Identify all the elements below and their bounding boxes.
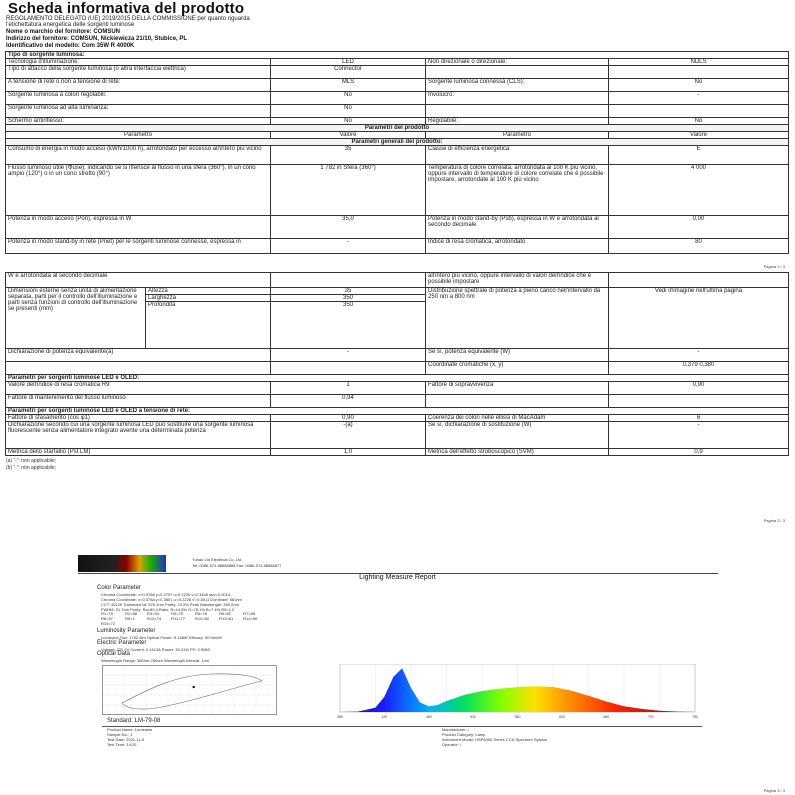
cell: R14=96 <box>243 616 258 621</box>
cell: Fattore di sopravvivenza <box>426 382 609 395</box>
table-row <box>6 288 789 295</box>
cell: Valore dell'indice di resa cromatica R9 <box>6 382 271 395</box>
cell <box>426 66 609 79</box>
cell: No <box>609 79 789 92</box>
color-line: Chroma Coordinate: x=0.3788 y=0.3797 u=0.2226 v=0.3346 duv=0.0014 <box>101 592 231 597</box>
meta-line: Test Time: 14:20 <box>107 742 137 747</box>
table-row <box>6 362 789 375</box>
table-row <box>6 216 789 239</box>
color-line: CCT: 4012K Dominant λd: 578.1nm Purity: 24.5% Peak Wavelength: 450.0nm <box>101 602 239 607</box>
meta-line: Instrument Model: HSP6000 Series CCD Spectrum System <box>442 737 548 742</box>
product-table-continued <box>5 272 789 456</box>
cell: R10=74 <box>147 616 162 621</box>
report-title: Lighting Measure Report <box>359 574 436 581</box>
cell: 4 000 <box>609 165 789 216</box>
page-number: Pagina 2 / 3 <box>763 518 785 523</box>
cell <box>609 395 789 408</box>
cell: 0,90 <box>609 382 789 395</box>
cell <box>243 621 267 626</box>
cell <box>609 66 789 79</box>
cell: W e arrotondata al secondo decimale <box>6 273 271 288</box>
cell: R1=79 <box>101 611 113 616</box>
cell: MLS <box>271 79 426 92</box>
product-table <box>5 51 789 254</box>
table-row <box>6 92 789 105</box>
regulation-line: REGOLAMENTO DELEGATO (UE) 2019/2015 DELLA COMMISSIONE per quanto riguarda <box>6 16 250 22</box>
table-row <box>6 273 789 288</box>
table-row <box>6 239 789 254</box>
optical-line: Wavelength Range: 380nm-780nm Wavelength Interval: 1nm <box>101 658 210 663</box>
table-row <box>6 59 789 66</box>
cell: No <box>271 105 426 118</box>
cell: Sorgente luminosa a colori regolabili: <box>6 92 271 105</box>
table-row <box>6 382 789 395</box>
cell: Coordinate cromatiche (x, y) <box>426 362 609 375</box>
table-row <box>6 66 789 79</box>
cell <box>125 621 147 626</box>
meta-line: Product Category: Lamp <box>442 732 486 737</box>
table-row <box>101 616 267 621</box>
cell: - <box>609 349 789 362</box>
tick-label: 730 <box>647 715 654 719</box>
cell: R9=1 <box>125 616 135 621</box>
table-row <box>6 415 789 422</box>
cell: No <box>609 118 789 125</box>
cell: Dichiarazione di potenza equivalente(a) <box>6 349 271 362</box>
cell: R13=81 <box>219 616 234 621</box>
cell: Dichiarazione secondo cui una sorgente luminosa LED può sostituire una sorgente luminosa fluorescente senza alimentatore integrato avente una determinata potenza <box>6 422 271 449</box>
cell <box>195 621 219 626</box>
cell: Fattore di sfasamento (cos φ1) <box>6 415 271 422</box>
cell: 1 <box>271 382 426 395</box>
column-header: Valore <box>609 132 789 139</box>
cell: R11=77 <box>171 616 185 621</box>
meta-line: Operator: / <box>442 742 462 747</box>
chromaticity-points <box>192 686 194 688</box>
page-3 <box>0 530 795 795</box>
cell: - <box>271 239 426 254</box>
cell: Flusso luminoso utile (Φuse), indicando se si riferisce al flusso in una sfera (360°), in un cono ampio (120°) o in un cono stretto (90°) <box>6 165 271 216</box>
table-header-row <box>6 132 789 139</box>
page-title: Scheda informativa del prodotto <box>8 0 245 17</box>
chromaticity-point <box>192 686 194 688</box>
cell: all'intero più vicino, oppure intervallo di valori dell'indice che è possibile impostare <box>426 273 609 288</box>
cell: 80 <box>609 239 789 254</box>
cell: R4=79 <box>171 611 184 616</box>
regulation-line-2: l'etichettatura energetica delle sorgenti luminose <box>6 22 135 28</box>
model-id: Identificativo del modello: Com 35W R 4000K <box>6 43 135 49</box>
led-params-header: Parametri per sorgenti luminose LED e OLED: <box>6 375 789 382</box>
spectral-distribution-value: Vedi immagine nell'ultima pagina <box>609 288 789 349</box>
cell: 0,379 0,380 <box>609 362 789 375</box>
cell: Metrica dell'effetto stroboscopico (SVM) <box>426 449 609 456</box>
x-ticks <box>337 715 698 719</box>
cell <box>609 273 789 288</box>
cell: Schermo antiriflesso: <box>6 118 271 125</box>
supplier-address: Indirizzo del fornitore: COMSUN, Nickiewicza 21/10, Stubice, PL <box>6 36 188 42</box>
product-params-header: Parametri del prodotto <box>6 125 789 132</box>
cell: R5=78 <box>194 611 207 616</box>
cell: Potenza in modo stand-by in rete (Pnet) per le sorgenti luminose connesse, espressa in <box>6 239 271 254</box>
column-header: Valore <box>271 132 426 139</box>
cell: Sorgente luminosa connessa (CLS): <box>426 79 609 92</box>
tick-label: 580 <box>514 715 521 719</box>
cell: Metrica dello sfarfallio (Pst LM) <box>6 449 271 456</box>
tick-label: 380 <box>337 715 343 719</box>
cell: Non direzionale o direzionale: <box>426 59 609 66</box>
mains-params-header: Parametri per sorgenti luminose LED e OLED a tensione di rete: <box>6 408 789 415</box>
cell <box>271 273 426 288</box>
column-header: Parametro <box>6 132 271 139</box>
meta-divider <box>102 726 702 727</box>
cell: Profondità <box>146 302 271 349</box>
cell: A tensione di rete o non a tensione di rete: <box>6 79 271 92</box>
cell: R6=82 <box>219 611 232 616</box>
tick-label: 430 <box>381 715 388 719</box>
luminosity-heading: Luminosity Parameter <box>97 628 156 634</box>
cell: NDLS <box>609 59 789 66</box>
table-row <box>6 449 789 456</box>
standard-label: Standard: LM-79-08 <box>107 718 161 724</box>
cell: Temperatura di colore correlata, arrotondata al 100 K più vicino, oppure intervallo di temperature di colore correlate che è possibile impostare, arrotondate al 100 K più vicino <box>426 165 609 216</box>
cell <box>426 395 609 408</box>
page-number: Pagina 1 / 3 <box>763 264 785 269</box>
tick-label: 630 <box>558 715 565 719</box>
cell: Regolabile: <box>426 118 609 125</box>
cell <box>426 105 609 118</box>
table-row <box>6 165 789 216</box>
cell: 350 <box>271 302 426 349</box>
cell: 35 <box>271 146 426 165</box>
cell: E <box>609 146 789 165</box>
table-row <box>6 395 789 408</box>
footnotes <box>6 458 56 472</box>
cell: Fattore di mantenimento del flusso luminoso <box>6 395 271 408</box>
cell <box>271 362 426 375</box>
table-row <box>6 79 789 92</box>
tick-label: 530 <box>470 715 477 719</box>
cell: -(a) <box>271 422 426 449</box>
table-row <box>6 118 789 125</box>
tick-label: 780 <box>692 715 698 719</box>
meta-line: Manufacturer: / <box>442 727 469 732</box>
cell: Classe di efficienza energetica <box>426 146 609 165</box>
render-index-table <box>101 611 267 626</box>
cell: No <box>271 118 426 125</box>
cell <box>147 621 171 626</box>
footnote: (a) “-”: non applicabile; <box>6 458 57 464</box>
cell: Tecnologia d'illuminazione: <box>6 59 271 66</box>
cell: Sorgente luminosa ad alta luminanza: <box>6 105 271 118</box>
cell: Tipo di attacco della sorgente luminosa (o altra interfaccia elettrica) <box>6 66 271 79</box>
cell <box>609 105 789 118</box>
cell: R7=85 <box>243 611 256 616</box>
column-header: Parametro <box>426 132 609 139</box>
chromaticity-chart <box>102 665 277 715</box>
meta-left <box>107 727 152 747</box>
cell: No <box>271 92 426 105</box>
color-param-heading: Color Parameter <box>97 585 142 591</box>
meta-line: Sample No.: 1 <box>107 732 133 737</box>
color-line: FWHM: 21.7nm Purity: Ra=80.4 Ratio: R=14.5% G=78.1% B=7.4% R9=1.0 <box>101 607 235 612</box>
company-name: Yuhao Ltd Electrical Co.,Ltd. <box>192 557 243 562</box>
cell: R12=60 <box>194 616 210 621</box>
cell: Potenza in modo stand-by (Psb), espressa in W e arrotondata al secondo decimale <box>426 216 609 239</box>
page-2 <box>0 272 795 530</box>
cell <box>219 621 243 626</box>
color-line: Chroma Coordinate: x=0.3788 y=0.3801 u'=0.2226 v'=0.5011 Dominant: 581nm <box>101 597 242 602</box>
cell: 350 <box>271 295 426 302</box>
cell: Indice di resa cromatica, arrotondato <box>426 239 609 254</box>
cell: R8=57 <box>101 616 113 621</box>
tick-label: 480 <box>425 715 432 719</box>
cell: LED <box>271 59 426 66</box>
cell: - <box>609 92 789 105</box>
general-params-header: Parametri generali del prodotto: <box>6 139 789 146</box>
tick-label: 680 <box>603 715 610 719</box>
cell: Altezza <box>146 288 271 295</box>
page-number: Pagina 3 / 3 <box>763 788 785 793</box>
footnote: (b) “-”: non applicabile; <box>6 465 57 471</box>
cell: 0,90 <box>271 415 426 422</box>
cell: 35,0 <box>271 216 426 239</box>
cell <box>171 621 195 626</box>
table-row <box>6 146 789 165</box>
cell: - <box>271 349 426 362</box>
cell: Potenza in modo acceso (Pon), espressa in W <box>6 216 271 239</box>
cell: 0,94 <box>271 395 426 408</box>
cell: 35 <box>271 288 426 295</box>
cell: Involucro: <box>426 92 609 105</box>
cell: 1 782 in Sfera (360°) <box>271 165 426 216</box>
cell: Se sì, dichiarazione di sostituzione (W) <box>426 422 609 449</box>
cell: Coerenza dei colori nelle ellissi di MacAdam <box>426 415 609 422</box>
table-row <box>6 349 789 362</box>
cell <box>6 362 271 375</box>
table-row <box>6 422 789 449</box>
cell: Se sì, potenza equivalente (W) <box>426 349 609 362</box>
electric-heading: Electric Parameter <box>97 640 147 646</box>
cell: Connector <box>271 66 426 79</box>
dimensions-label: Dimensioni esterne senza unità di alimentazione separata, parti per il controllo dell'illuminazione e parti senza funzioni di controllo dell'illuminazione se presenti (mm) <box>6 288 146 349</box>
cell: Larghezza <box>146 295 271 302</box>
luminosity-line: Luminous Flux: 1782.3lm Optical Power: 5.158W Efficacy: 50.9lm/W <box>101 635 222 640</box>
optical-heading: Optical Data <box>97 651 131 657</box>
spectrum-logo-icon <box>78 555 166 572</box>
supplier-name: Nome o marchio del fornitore: COMSUN <box>6 29 121 35</box>
cell: - <box>609 422 789 449</box>
cell: 0,9 <box>609 449 789 456</box>
cell: 0,00 <box>609 216 789 239</box>
cell: R15=72 <box>101 621 116 626</box>
table-row <box>6 105 789 118</box>
meta-line: Test Date: 2021-11-5 <box>107 737 145 742</box>
light-type-header: Tipo di sorgente luminosa: <box>6 52 789 59</box>
cell: 6 <box>609 415 789 422</box>
cell: R2=88 <box>125 611 138 616</box>
electric-line: Voltage: 220.0V Current: 0.1613A Power: 35.01W PF: 0.9083 <box>101 647 210 652</box>
spectral-distribution-label: Distribuzione spettrale di potenza a pieno carico nell'intervallo da 250 nm a 800 nm <box>426 288 609 349</box>
cell: 1,0 <box>271 449 426 456</box>
page-1 <box>0 0 795 272</box>
table-row <box>101 621 267 626</box>
company-address: Tel: 0086-574-88888888 Fax: 0086-574-88888877 <box>192 563 282 568</box>
cell: Consumo di energia in modo acceso (kWh/1000 h), arrotondato per eccesso all'intero più vicino <box>6 146 271 165</box>
cell: R3=94 <box>147 611 159 616</box>
meta-right <box>442 727 547 747</box>
spectrum-chart <box>330 664 705 720</box>
meta-line: Product Name: Luminaire <box>107 727 153 732</box>
